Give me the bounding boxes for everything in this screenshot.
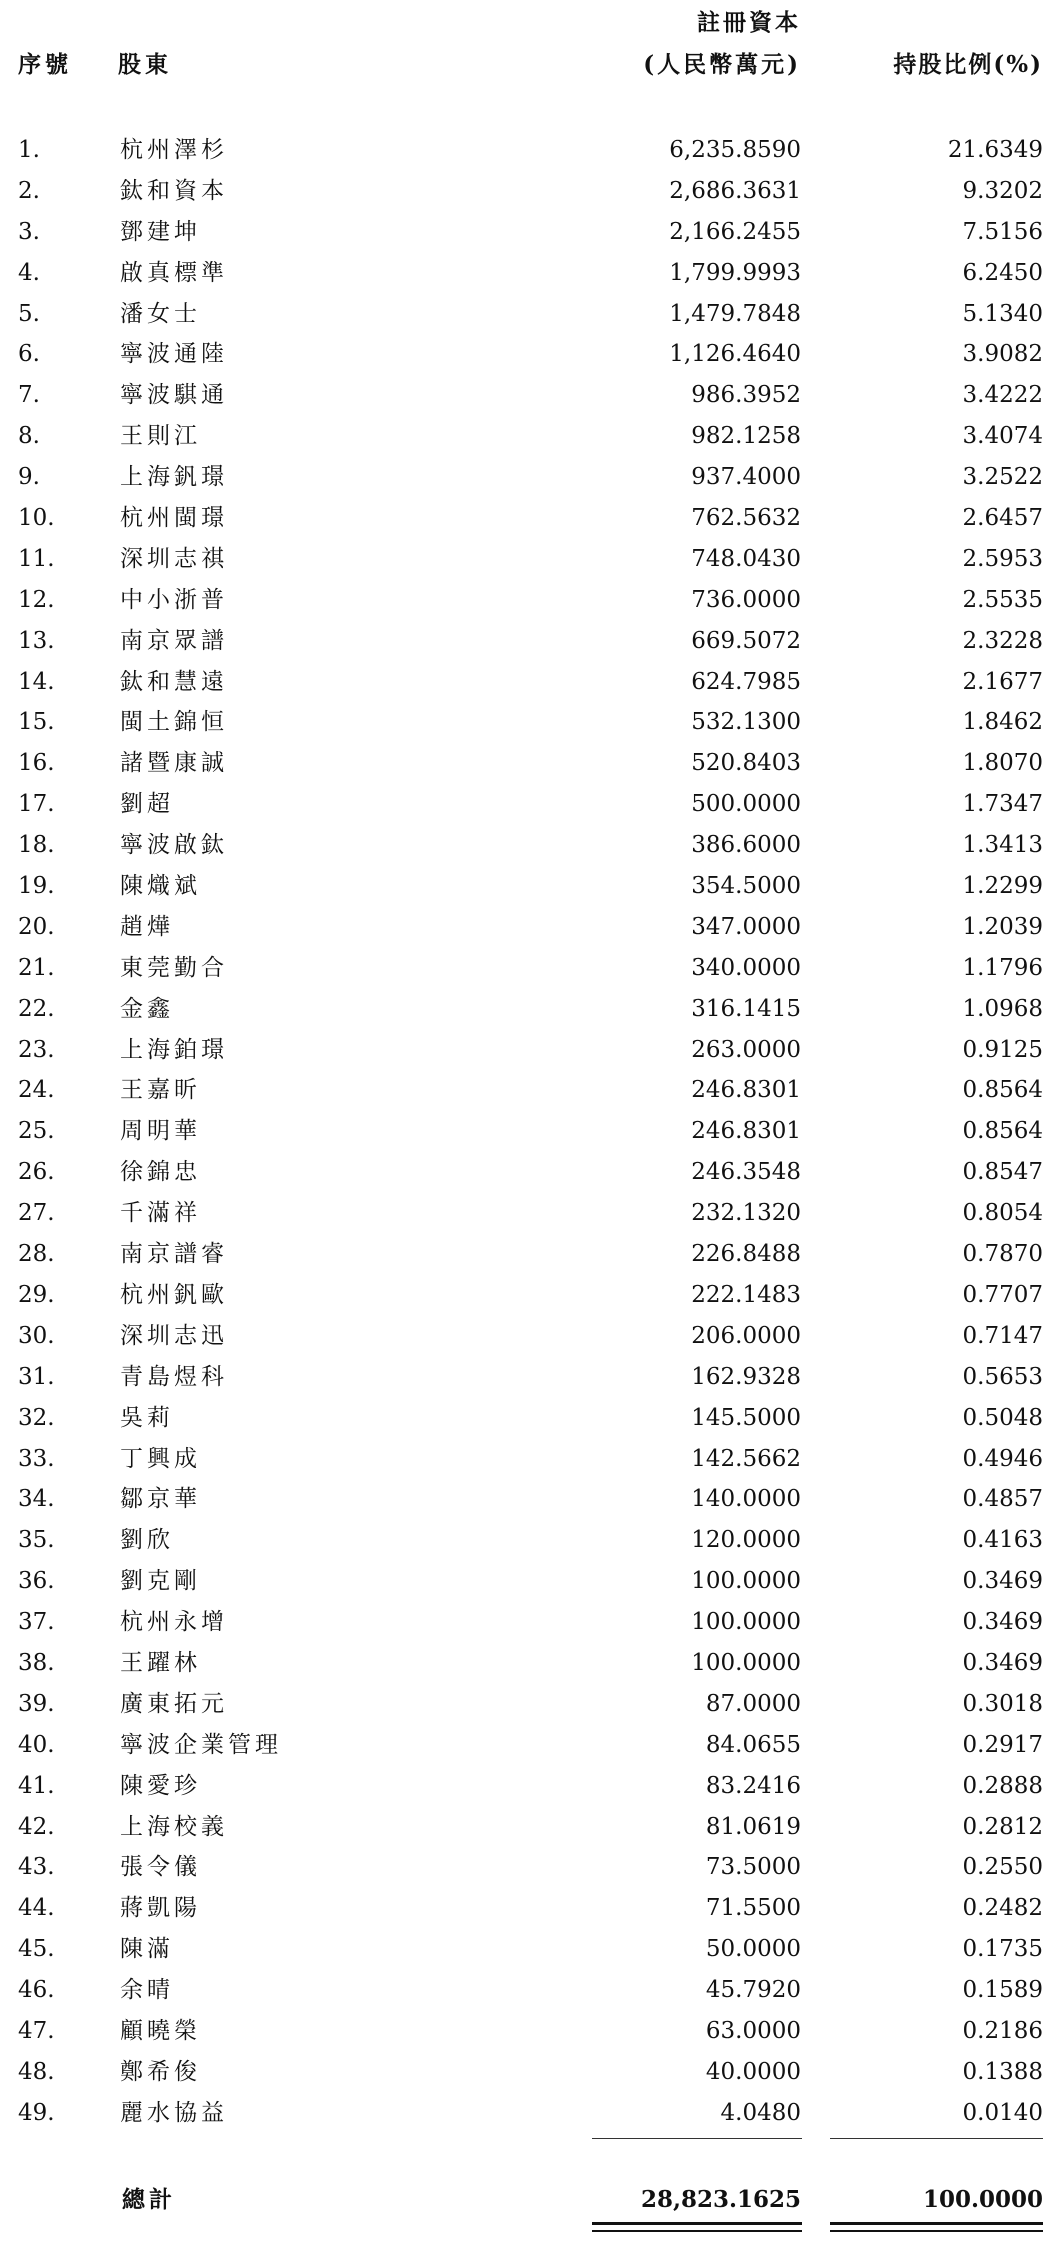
row-seq: 1. (18, 137, 40, 163)
row-capital: 1,799.9993 (669, 259, 801, 286)
table-row (0, 2093, 1061, 2134)
row-seq: 25. (18, 1118, 55, 1145)
header-capital-label-line1: 註冊資本 (697, 9, 801, 36)
table-row (0, 866, 1061, 907)
total-capital: 28,823.1625 (640, 2186, 801, 2213)
table-row (0, 1030, 1061, 1071)
row-shareholder-name: 上海校義 (120, 1813, 228, 1840)
table-row (0, 1111, 1061, 1152)
row-ratio: 0.2482 (962, 1895, 1043, 1922)
row-shareholder-name: 青島煜科 (120, 1363, 228, 1390)
double-rule-capital (592, 2222, 802, 2232)
row-seq: 11. (18, 545, 55, 572)
total-label: 總計 (122, 2186, 176, 2213)
table-row (0, 1643, 1061, 1684)
row-seq: 40. (18, 1731, 55, 1758)
table-row (0, 253, 1061, 294)
table-row (0, 1439, 1061, 1480)
row-seq: 42. (18, 1813, 55, 1840)
row-capital: 347.0000 (691, 913, 801, 940)
row-shareholder-name: 杭州澤杉 (120, 137, 228, 163)
row-seq: 37. (18, 1609, 55, 1636)
row-shareholder-name: 潘女士 (120, 300, 201, 327)
row-ratio: 1.2299 (962, 873, 1043, 900)
row-seq: 34. (18, 1486, 55, 1513)
row-seq: 10. (18, 505, 55, 532)
row-ratio: 1.2039 (962, 913, 1043, 940)
row-shareholder-name: 寧波啟鈦 (120, 832, 228, 859)
row-ratio: 0.2550 (962, 1854, 1043, 1881)
row-seq: 2. (18, 177, 40, 204)
row-seq: 12. (18, 586, 55, 613)
row-ratio: 1.7347 (962, 791, 1043, 818)
row-seq: 5. (18, 300, 40, 327)
row-seq: 15. (18, 709, 55, 736)
row-capital: 50.0000 (705, 1936, 801, 1963)
row-ratio: 1.8462 (962, 709, 1043, 736)
row-capital: 100.0000 (691, 1649, 801, 1676)
table-row (0, 948, 1061, 989)
row-seq: 3. (18, 218, 40, 245)
table-row (0, 1357, 1061, 1398)
row-capital: 4.0480 (720, 2099, 801, 2126)
table-row (0, 212, 1061, 253)
row-shareholder-name: 東莞勤合 (120, 954, 228, 981)
row-capital: 140.0000 (691, 1486, 801, 1513)
row-seq: 21. (18, 954, 55, 981)
table-row (0, 1766, 1061, 1807)
row-ratio: 3.2522 (962, 464, 1043, 491)
table-row (0, 1725, 1061, 1766)
row-shareholder-name: 麗水協益 (120, 2099, 228, 2126)
row-shareholder-name: 上海鉑璟 (120, 1036, 228, 1063)
row-ratio: 0.7707 (962, 1281, 1043, 1308)
row-shareholder-name: 杭州閩璟 (120, 505, 228, 532)
row-seq: 30. (18, 1322, 55, 1349)
subtotal-rule-capital (592, 2138, 802, 2139)
row-capital: 1,126.4640 (669, 341, 801, 368)
row-shareholder-name: 顧曉榮 (120, 2017, 201, 2044)
row-ratio: 0.2917 (962, 1731, 1043, 1758)
header-capital-label-line2: (人民幣萬元) (643, 51, 801, 78)
row-seq: 22. (18, 995, 55, 1022)
row-shareholder-name: 南京眾譜 (120, 627, 228, 654)
row-ratio: 9.3202 (962, 177, 1043, 204)
row-shareholder-name: 張令儀 (120, 1854, 201, 1881)
row-ratio: 0.5653 (962, 1363, 1043, 1390)
row-capital: 232.1320 (691, 1200, 801, 1227)
table-row (0, 130, 1061, 171)
table-row (0, 743, 1061, 784)
row-shareholder-name: 劉欣 (120, 1527, 174, 1554)
row-capital: 937.4000 (691, 464, 801, 491)
row-shareholder-name: 閩土錦恒 (120, 709, 228, 736)
row-ratio: 3.4222 (962, 382, 1043, 409)
row-capital: 386.6000 (691, 832, 801, 859)
row-capital: 222.1483 (691, 1281, 801, 1308)
row-ratio: 0.8054 (962, 1200, 1043, 1227)
table-row (0, 457, 1061, 498)
row-seq: 35. (18, 1527, 55, 1554)
header-seq-label: 序號 (18, 51, 72, 78)
row-capital: 100.0000 (691, 1609, 801, 1636)
row-ratio: 0.5048 (962, 1404, 1043, 1431)
row-ratio: 0.8564 (962, 1077, 1043, 1104)
table-row (0, 825, 1061, 866)
row-ratio: 2.5535 (962, 586, 1043, 613)
row-shareholder-name: 杭州永增 (120, 1609, 228, 1636)
table-row (0, 1275, 1061, 1316)
row-seq: 49. (18, 2099, 55, 2126)
table-row (0, 1152, 1061, 1193)
row-shareholder-name: 寧波通陸 (120, 341, 228, 368)
row-capital: 87.0000 (705, 1690, 801, 1717)
row-ratio: 7.5156 (962, 218, 1043, 245)
row-shareholder-name: 徐錦忠 (120, 1159, 201, 1186)
row-shareholder-name: 趙燁 (120, 913, 174, 940)
row-shareholder-name: 陳熾斌 (120, 873, 201, 900)
row-ratio: 0.4163 (962, 1527, 1043, 1554)
row-capital: 71.5500 (705, 1895, 801, 1922)
row-ratio: 3.4074 (962, 423, 1043, 450)
row-capital: 762.5632 (691, 505, 801, 532)
row-shareholder-name: 寧波企業管理 (120, 1731, 282, 1758)
row-seq: 14. (18, 668, 55, 695)
row-capital: 354.5000 (691, 873, 801, 900)
row-ratio: 0.2812 (962, 1813, 1043, 1840)
table-row (0, 539, 1061, 580)
row-seq: 29. (18, 1281, 55, 1308)
row-seq: 23. (18, 1036, 55, 1063)
row-shareholder-name: 千滿祥 (120, 1200, 201, 1227)
row-capital: 73.5000 (705, 1854, 801, 1881)
row-shareholder-name: 鈦和慧遠 (120, 668, 228, 695)
header-shareholder-label: 股東 (118, 51, 172, 78)
row-capital: 982.1258 (691, 423, 801, 450)
row-capital: 986.3952 (691, 382, 801, 409)
row-shareholder-name: 丁興成 (120, 1445, 201, 1472)
row-seq: 33. (18, 1445, 55, 1472)
row-capital: 624.7985 (691, 668, 801, 695)
table-row (0, 621, 1061, 662)
table-row (0, 171, 1061, 212)
row-seq: 6. (18, 341, 40, 368)
row-ratio: 0.3469 (962, 1649, 1043, 1676)
row-ratio: 0.9125 (962, 1036, 1043, 1063)
table-row (0, 416, 1061, 457)
row-ratio: 0.3469 (962, 1568, 1043, 1595)
row-seq: 46. (18, 1977, 55, 2004)
row-shareholder-name: 中小浙普 (120, 586, 228, 613)
row-ratio: 6.2450 (962, 259, 1043, 286)
row-capital: 246.8301 (691, 1077, 801, 1104)
table-row (0, 294, 1061, 335)
row-ratio: 0.4857 (962, 1486, 1043, 1513)
row-seq: 20. (18, 913, 55, 940)
table-row (0, 580, 1061, 621)
row-seq: 38. (18, 1649, 55, 1676)
row-capital: 736.0000 (691, 586, 801, 613)
row-ratio: 0.1388 (962, 2058, 1043, 2085)
row-ratio: 0.2186 (962, 2017, 1043, 2044)
table-row (0, 1193, 1061, 1234)
row-seq: 9. (18, 464, 40, 491)
row-shareholder-name: 王嘉昕 (120, 1077, 201, 1104)
row-ratio: 0.1735 (962, 1936, 1043, 1963)
row-shareholder-name: 鄭希俊 (120, 2058, 201, 2085)
row-seq: 7. (18, 382, 40, 409)
row-shareholder-name: 杭州釩歐 (120, 1281, 228, 1308)
shareholder-rows (0, 130, 1061, 2134)
row-shareholder-name: 吳莉 (120, 1404, 174, 1431)
table-row (0, 662, 1061, 703)
row-shareholder-name: 寧波騏通 (120, 382, 228, 409)
row-capital: 142.5662 (691, 1445, 801, 1472)
row-capital: 226.8488 (691, 1241, 801, 1268)
row-seq: 28. (18, 1241, 55, 1268)
row-seq: 44. (18, 1895, 55, 1922)
row-capital: 6,235.8590 (669, 137, 801, 163)
row-seq: 17. (18, 791, 55, 818)
row-seq: 48. (18, 2058, 55, 2085)
row-ratio: 1.0968 (962, 995, 1043, 1022)
row-capital: 63.0000 (705, 2017, 801, 2044)
row-shareholder-name: 周明華 (120, 1118, 201, 1145)
row-ratio: 5.1340 (962, 300, 1043, 327)
row-shareholder-name: 余晴 (120, 1977, 174, 2004)
row-seq: 19. (18, 873, 55, 900)
row-ratio: 1.3413 (962, 832, 1043, 859)
row-capital: 340.0000 (691, 954, 801, 981)
table-row (0, 1847, 1061, 1888)
row-shareholder-name: 王躍林 (120, 1649, 201, 1676)
table-row (0, 2052, 1061, 2093)
row-shareholder-name: 鈦和資本 (120, 177, 228, 204)
row-shareholder-name: 廣東拓元 (120, 1690, 228, 1717)
row-ratio: 0.7147 (962, 1322, 1043, 1349)
row-seq: 24. (18, 1077, 55, 1104)
row-seq: 36. (18, 1568, 55, 1595)
row-capital: 120.0000 (691, 1527, 801, 1554)
row-seq: 45. (18, 1936, 55, 1963)
row-capital: 145.5000 (691, 1404, 801, 1431)
row-shareholder-name: 陳滿 (120, 1936, 174, 1963)
row-shareholder-name: 陳愛珍 (120, 1772, 201, 1799)
total-ratio: 100.0000 (922, 2186, 1043, 2213)
table-row (0, 1479, 1061, 1520)
table-row (0, 334, 1061, 375)
table-row (0, 1316, 1061, 1357)
row-ratio: 0.3018 (962, 1690, 1043, 1717)
row-capital: 83.2416 (705, 1772, 801, 1799)
row-capital: 100.0000 (691, 1568, 801, 1595)
table-row (0, 1888, 1061, 1929)
row-capital: 316.1415 (691, 995, 801, 1022)
row-capital: 40.0000 (705, 2058, 801, 2085)
table-row (0, 784, 1061, 825)
row-ratio: 1.1796 (962, 954, 1043, 981)
row-capital: 246.3548 (691, 1159, 801, 1186)
row-capital: 748.0430 (691, 545, 801, 572)
header-ratio-label: 持股比例(%) (893, 51, 1043, 78)
table-row (0, 1970, 1061, 2011)
row-capital: 246.8301 (691, 1118, 801, 1145)
row-capital: 81.0619 (705, 1813, 801, 1840)
table-row (0, 1520, 1061, 1561)
row-seq: 41. (18, 1772, 55, 1799)
row-seq: 4. (18, 259, 40, 286)
row-capital: 84.0655 (705, 1731, 801, 1758)
table-row (0, 1070, 1061, 1111)
row-shareholder-name: 鄒京華 (120, 1486, 201, 1513)
row-seq: 8. (18, 423, 40, 450)
table-row (0, 1602, 1061, 1643)
row-ratio: 2.1677 (962, 668, 1043, 695)
row-capital: 532.1300 (691, 709, 801, 736)
row-shareholder-name: 劉克剛 (120, 1568, 201, 1595)
row-seq: 18. (18, 832, 55, 859)
row-capital: 263.0000 (691, 1036, 801, 1063)
table-row (0, 1561, 1061, 1602)
row-capital: 500.0000 (691, 791, 801, 818)
row-ratio: 0.2888 (962, 1772, 1043, 1799)
table-row (0, 907, 1061, 948)
row-ratio: 2.6457 (962, 505, 1043, 532)
table-row (0, 1929, 1061, 1970)
table-row (0, 1234, 1061, 1275)
row-seq: 39. (18, 1690, 55, 1717)
row-seq: 16. (18, 750, 55, 777)
row-shareholder-name: 諸暨康誠 (120, 750, 228, 777)
row-shareholder-name: 金鑫 (120, 995, 174, 1022)
row-capital: 1,479.7848 (669, 300, 801, 327)
row-seq: 43. (18, 1854, 55, 1881)
row-capital: 669.5072 (691, 627, 801, 654)
table-row (0, 498, 1061, 539)
row-seq: 13. (18, 627, 55, 654)
row-ratio: 0.8547 (962, 1159, 1043, 1186)
row-seq: 27. (18, 1200, 55, 1227)
table-row (0, 989, 1061, 1030)
table-row (0, 1807, 1061, 1848)
row-capital: 2,686.3631 (669, 177, 801, 204)
row-ratio: 0.3469 (962, 1609, 1043, 1636)
subtotal-rule-ratio (830, 2138, 1043, 2139)
row-seq: 32. (18, 1404, 55, 1431)
row-ratio: 0.8564 (962, 1118, 1043, 1145)
row-shareholder-name: 深圳志迅 (120, 1322, 228, 1349)
row-seq: 47. (18, 2017, 55, 2044)
row-shareholder-name: 王則江 (120, 423, 201, 450)
header-capital-label (581, 8, 801, 80)
row-ratio: 1.8070 (962, 750, 1043, 777)
row-ratio: 21.6349 (947, 137, 1043, 163)
row-capital: 2,166.2455 (669, 218, 801, 245)
table-row (0, 2011, 1061, 2052)
row-ratio: 2.3228 (962, 627, 1043, 654)
row-ratio: 2.5953 (962, 545, 1043, 572)
table-row (0, 1684, 1061, 1725)
row-shareholder-name: 深圳志祺 (120, 545, 228, 572)
row-shareholder-name: 啟真標準 (120, 259, 228, 286)
row-ratio: 3.9082 (962, 341, 1043, 368)
row-shareholder-name: 鄧建坤 (120, 218, 201, 245)
row-capital: 162.9328 (691, 1363, 801, 1390)
row-shareholder-name: 劉超 (120, 791, 174, 818)
row-ratio: 0.1589 (962, 1977, 1043, 2004)
row-seq: 26. (18, 1159, 55, 1186)
row-seq: 31. (18, 1363, 55, 1390)
table-row (0, 702, 1061, 743)
row-capital: 206.0000 (691, 1322, 801, 1349)
row-capital: 45.7920 (705, 1977, 801, 2004)
row-ratio: 0.7870 (962, 1241, 1043, 1268)
row-shareholder-name: 蔣凱陽 (120, 1895, 201, 1922)
double-rule-ratio (830, 2222, 1043, 2232)
row-capital: 520.8403 (691, 750, 801, 777)
row-ratio: 0.0140 (962, 2099, 1043, 2126)
row-ratio: 0.4946 (962, 1445, 1043, 1472)
row-shareholder-name: 南京譜睿 (120, 1241, 228, 1268)
row-shareholder-name: 上海釩璟 (120, 464, 228, 491)
table-row (0, 375, 1061, 416)
table-row (0, 1398, 1061, 1439)
